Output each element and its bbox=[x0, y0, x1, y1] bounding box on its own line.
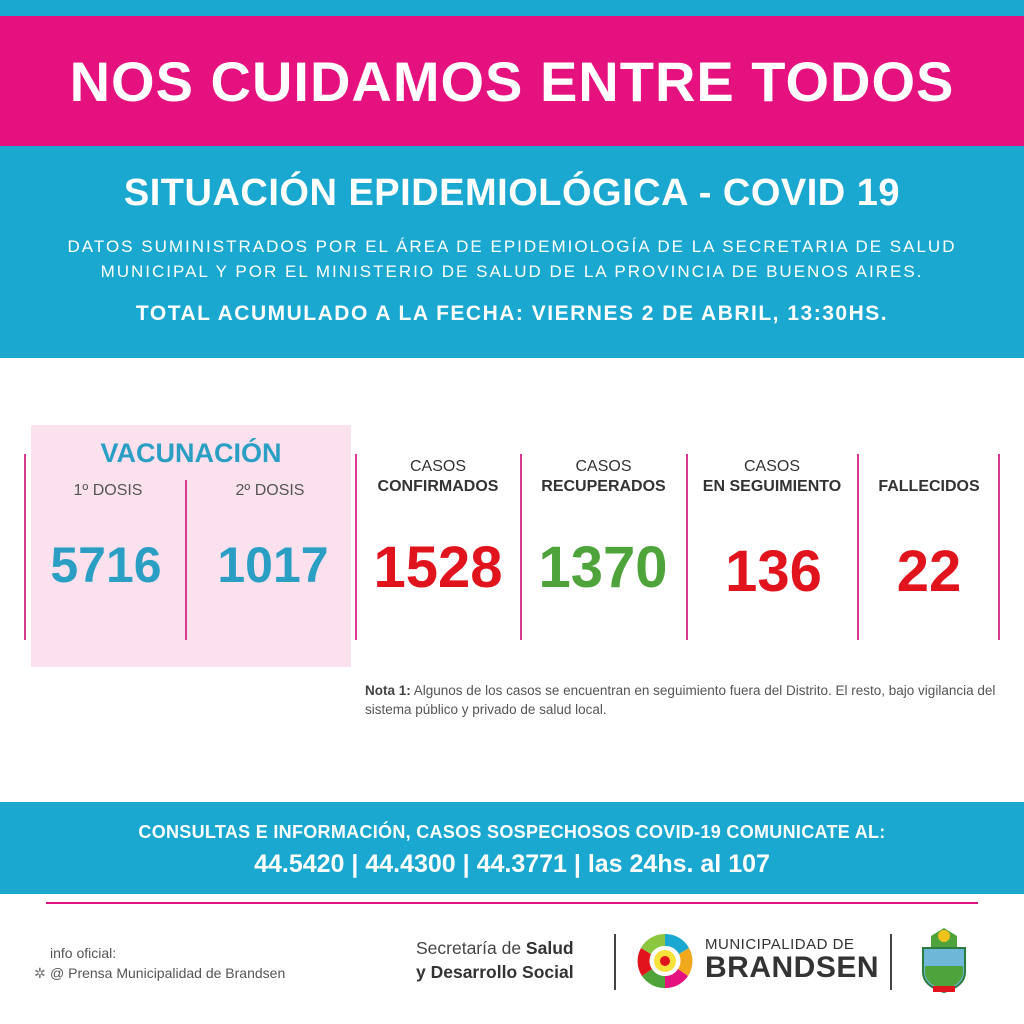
secretaria-text: Secretaría de Salud y Desarrollo Social bbox=[416, 938, 574, 982]
main-title: NOS CUIDAMOS ENTRE TODOS bbox=[69, 49, 955, 113]
contact-heading: CONSULTAS E INFORMACIÓN, CASOS SOSPECHOSOS COVID-19 COMUNICATE AL: bbox=[138, 822, 886, 842]
dose2-value: 1017 bbox=[217, 537, 329, 593]
divider-line bbox=[686, 454, 688, 640]
divider-line bbox=[998, 454, 1000, 640]
recovered-label: CASOS RECUPERADOS bbox=[541, 458, 666, 495]
deceased-value: 22 bbox=[896, 539, 962, 604]
data-source-description: DATOS SUMINISTRADOS POR EL ÁREA DE EPIDEMIOLOGÍA DE LA SECRETARIA DE SALUD MUNICIPAL Y POR EL MINISTERIO DE SALUD DE LA PROVINCIA DE BUENOS AIRES. bbox=[67, 237, 957, 281]
dose1-value: 5716 bbox=[50, 537, 162, 593]
dose2-label: 2º DOSIS bbox=[235, 482, 305, 499]
footer-separator bbox=[890, 934, 892, 990]
divider-line bbox=[355, 454, 357, 640]
contact-phones: 44.5420 | 44.4300 | 44.3771 | las 24hs. al 107 bbox=[254, 850, 770, 878]
info-handle: @ Prensa Municipalidad de Brandsen bbox=[50, 965, 286, 981]
divider-line bbox=[185, 480, 187, 640]
share-icon: ✲ bbox=[34, 965, 46, 981]
situation-banner bbox=[0, 146, 1024, 358]
contact-banner bbox=[0, 802, 1024, 894]
note-text: Algunos de los casos se encuentran en seguimiento fuera del Distrito. El resto, bajo vigilancia del sistema público y privado de salud local. bbox=[365, 683, 996, 717]
note bbox=[365, 681, 1005, 719]
info-label: info oficial: bbox=[50, 945, 117, 961]
situation-title: SITUACIÓN EPIDEMIOLÓGICA - COVID 19 bbox=[123, 172, 901, 214]
main-banner bbox=[0, 16, 1024, 146]
date-line: TOTAL ACUMULADO A LA FECHA: VIERNES 2 DE ABRIL, 13:30HS. bbox=[135, 302, 889, 325]
monitoring-value: 136 bbox=[725, 539, 822, 604]
top-cyan-strip bbox=[0, 0, 1024, 16]
vaccination-title: VACUNACIÓN bbox=[100, 438, 282, 468]
official-info bbox=[34, 943, 285, 983]
divider-line bbox=[857, 454, 859, 640]
municipal-logo-icon bbox=[634, 930, 696, 992]
footer-divider bbox=[46, 902, 978, 904]
dose1-label: 1º DOSIS bbox=[73, 482, 143, 499]
note-label: Nota 1: bbox=[365, 683, 411, 698]
deceased-label: FALLECIDOS bbox=[878, 478, 980, 495]
confirmed-value: 1528 bbox=[373, 535, 503, 600]
municipality-name: MUNICIPALIDAD DE BRANDSEN bbox=[705, 936, 880, 984]
recovered-value: 1370 bbox=[538, 535, 668, 600]
coat-of-arms-icon bbox=[913, 922, 975, 998]
confirmed-label: CASOS CONFIRMADOS bbox=[377, 458, 499, 495]
footer-separator bbox=[614, 934, 616, 990]
monitoring-label: CASOS EN SEGUIMIENTO bbox=[702, 458, 842, 495]
divider-line bbox=[24, 454, 26, 640]
